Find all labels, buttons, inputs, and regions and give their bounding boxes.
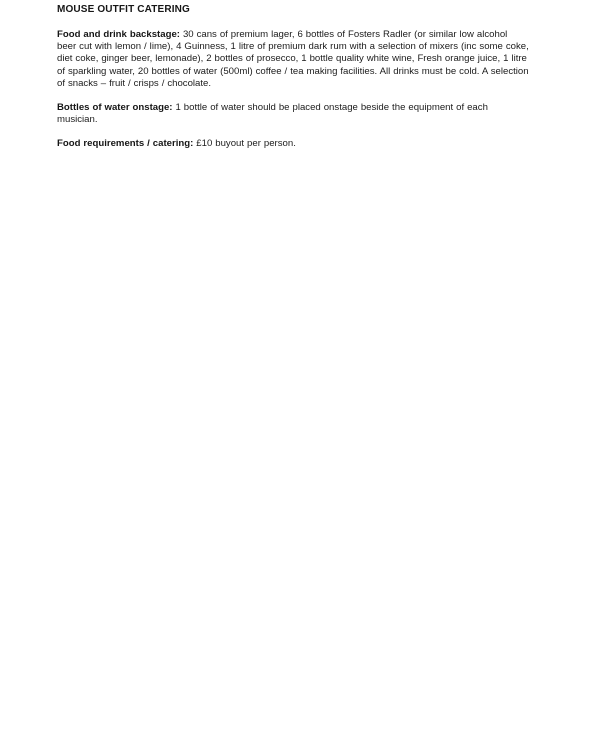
paragraph-bottles-of-water-onstage xyxy=(57,102,529,127)
paragraph-label-bottles-of-water-onstage: Bottles of water onstage: xyxy=(57,101,173,113)
paragraph-text-bottles-of-water-onstage: 1 bottle of water should be placed onstage beside the equipment of each musician. xyxy=(57,101,488,126)
paragraph-text-food-requirements-catering: £10 buyout per person. xyxy=(196,137,296,149)
paragraph-label-food-requirements-catering: Food requirements / catering: xyxy=(57,137,194,149)
paragraph-food-requirements-catering xyxy=(57,138,529,150)
paragraph-text-food-and-drink-backstage: 30 cans of premium lager, 6 bottles of Fosters Radler (or similar low alcohol beer cut with lemon / lime), 4 Guinness, 1 litre of premium dark rum with a selection of mixers (inc some coke, diet coke, ginger beer, lemonade), 2 bottles of prosecco, 1 bottle quality white wine, Fresh orange juice, 1 litre of sparkling water, 20 bottles of water (500ml) coffee / tea making facilities. All drinks must be cold. A selection of snacks – fruit / crisps / chocolate. xyxy=(57,28,529,90)
paragraph-label-food-and-drink-backstage: Food and drink backstage: xyxy=(57,28,180,40)
document-title: MOUSE OUTFIT CATERING xyxy=(57,4,190,15)
paragraph-food-and-drink-backstage xyxy=(57,29,529,91)
